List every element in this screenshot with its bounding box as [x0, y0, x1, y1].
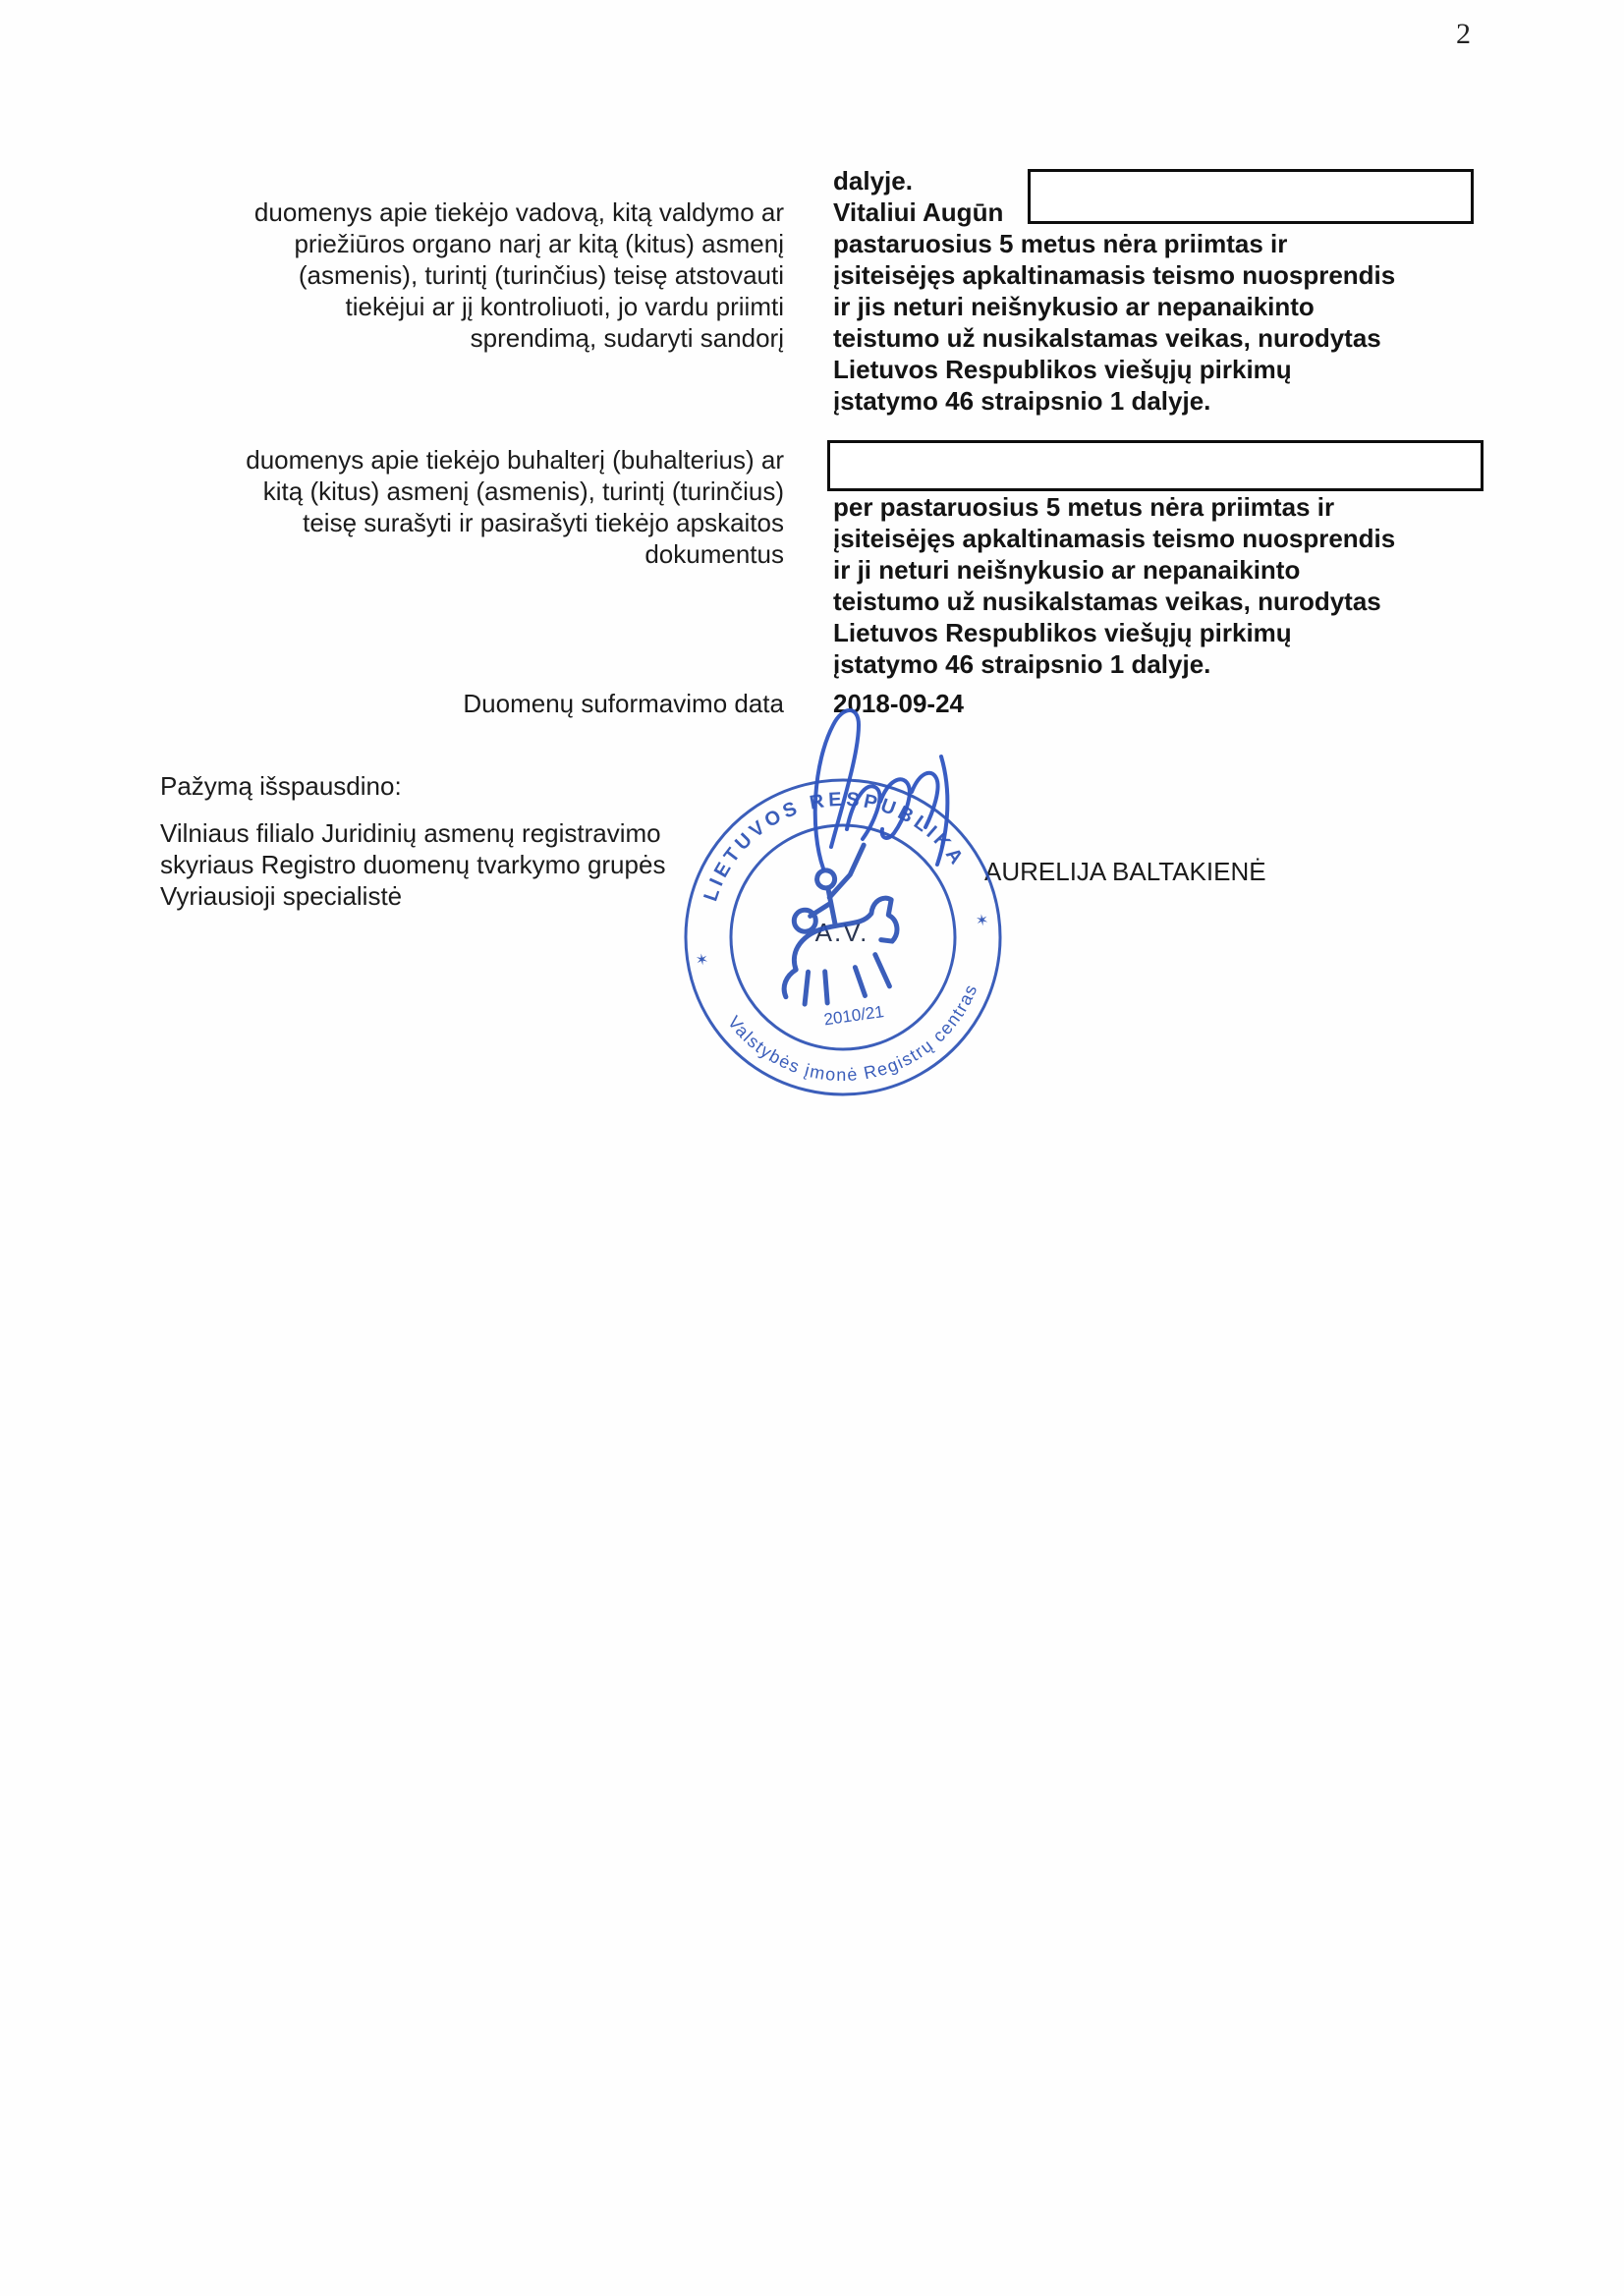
seal-place-mark: A.V.: [814, 918, 869, 947]
stamp-star-left-icon: ✶: [694, 951, 710, 971]
svg-text:Valstybės įmonė Registrų centr: [722, 979, 991, 1101]
row1-value-body: pastaruosius 5 metus nėra priimtas ir įsiteisėjęs apkaltinamasis teismo nuosprendis ir jis neturi neišnykusio ar nepanaikinto teistumo už nusikalstamas veikas, nurodytas Lietuvos Respublikos viešųjų pirkimų įstatymo 46 straipsnio 1 dalyje.: [833, 229, 1396, 416]
signature: [786, 682, 1012, 888]
row2-value-body: per pastaruosius 5 metus nėra priimtas ir įsiteisėjęs apkaltinamasis teismo nuosprendis ir ji neturi neišnykusio ar nepanaikinto teistumo už nusikalstamas veikas, nurodytas Lietuvos Respublikos viešųjų pirkimų įstatymo 46 straipsnio 1 dalyje.: [833, 492, 1396, 679]
row3-value: 2018-09-24: [833, 689, 964, 718]
row2-label: duomenys apie tiekėjo buhalterį (buhalterius) ar kitą (kitus) asmenį (asmenis), turintį (turinčius) teisę surašyti ir pasirašyti tiekėjo apskaitos dokumentus: [246, 445, 784, 569]
continued-text: dalyje.: [833, 166, 913, 196]
page-number: 2: [1456, 18, 1471, 50]
row1-value-intro: Vitaliui Augūn: [833, 197, 1004, 227]
printed-by-label: Pažymą išspausdino:: [160, 771, 402, 801]
redaction-box-1: [1028, 169, 1474, 224]
stamp-bottom-text: Valstybės įmonė Registrų centras: [723, 980, 981, 1086]
stamp-number: 2010/21: [822, 1002, 885, 1030]
signature-svg: [786, 682, 1012, 888]
stamp-star-right-icon: ✶: [974, 912, 990, 930]
printed-by-name: AURELIJA BALTAKIENĖ: [984, 857, 1266, 886]
row3-label: Duomenų suformavimo data: [463, 689, 784, 718]
printed-by-title: Vilniaus filialo Juridinių asmenų registravimo skyriaus Registro duomenų tvarkymo grupės Vyriausioji specialistė: [160, 818, 666, 911]
redaction-box-2: [827, 440, 1484, 491]
stamp-top-text: LIETUVOS RESPUBLIKA: [700, 788, 970, 905]
row1-label: duomenys apie tiekėjo vadovą, kitą valdymo ar priežiūros organo narį ar kitą (kitus) asmenį (asmenis), turintį (turinčius) teisę atstovauti tiekėjui ar jį kontroliuoti, jo vardu priimti sprendimą, sudaryti sandorį: [253, 197, 784, 353]
